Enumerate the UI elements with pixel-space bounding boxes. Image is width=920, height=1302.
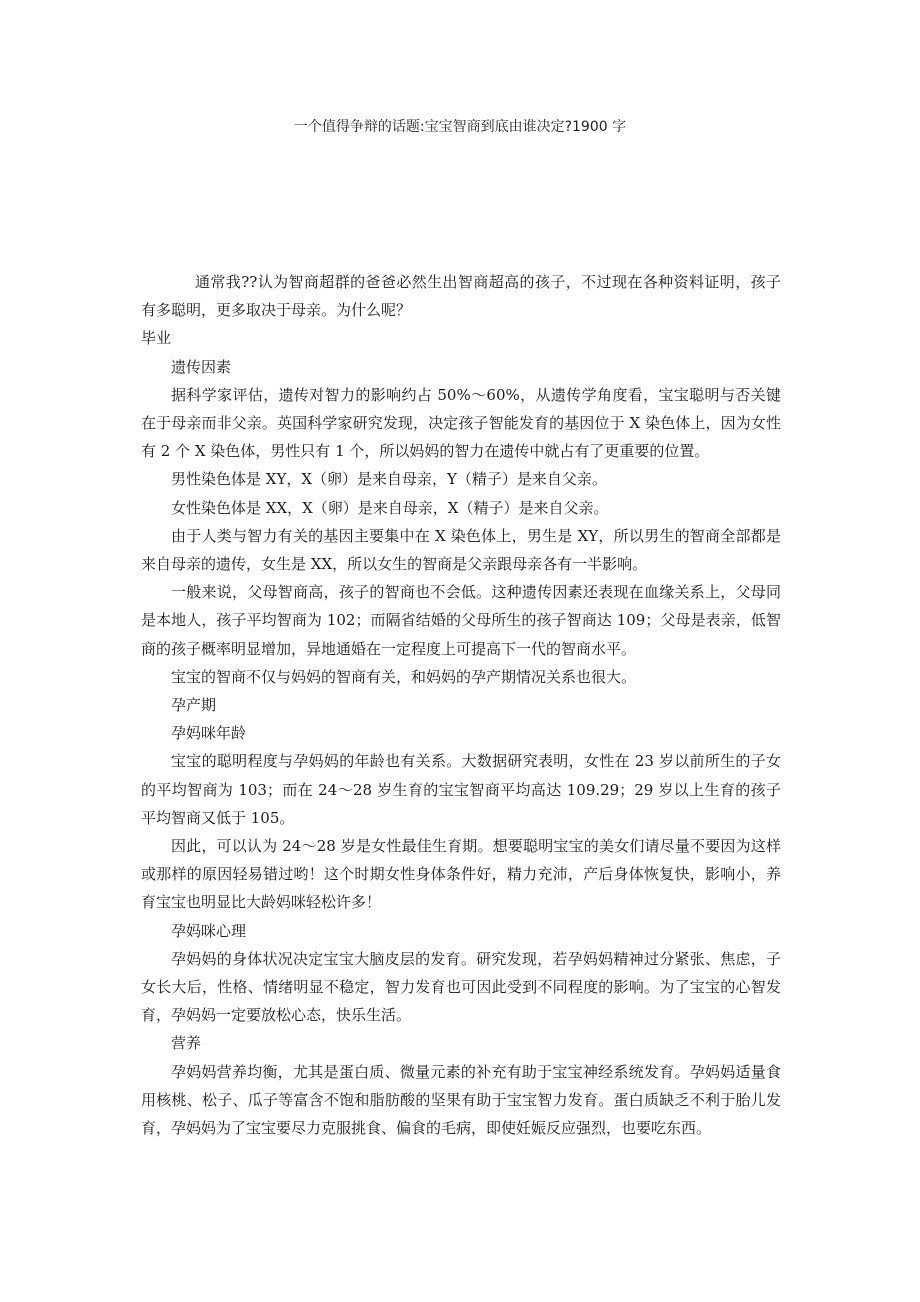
heading-genetic-factors: 遗传因素 xyxy=(171,357,232,376)
paragraph-x-chromosome-genes: 由于人类与智力有关的基因主要集中在 X 染色体上，男生是 XY，所以男生的智商全部都是来自母亲的遗传，女生是 XX，所以女生的智商是父亲跟母亲各有一半影响。 xyxy=(141,526,781,574)
paragraph-parental-iq: 一般来说，父母智商高，孩子的智商也不会低。这种遗传因素还表现在血缘关系上，父母同是本地人，孩子平均智商为 102；而隔省结婚的父母所生的孩子智商达 109；父母是表亲，低智商的孩子概率明显增加，异地通婚在一定程度上可提高下一代的智商水平。 xyxy=(141,583,781,658)
paragraph-genetics-estimate: 据科学家评估，遗传对智力的影响约占 50%～60%，从遗传学角度看，宝宝聪明与否关键在于母亲而非父亲。英国科学家研究发现，决定孩子智能发育的基因位于 X 染色体上，因为女性有 2 个 X 染色体，男性只有 1 个，所以妈妈的智力在遗传中就占有了更重要的位置。 xyxy=(141,385,781,461)
paragraph-psychology: 孕妈妈的身体状况决定宝宝大脑皮层的发育。研究发现，若孕妈妈精神过分紧张、焦虑，子女长大后，性格、情绪明显不稳定，智力发育也可因此受到不同程度的影响。为了宝宝的心智发育，孕妈妈一定要放松心态，快乐生活。 xyxy=(141,949,781,1025)
paragraph-male-chromosome: 男性染色体是 XY，X（卵）是来自母亲，Y（精子）是来自父亲。 xyxy=(171,470,607,489)
paragraph-age-data: 宝宝的聪明程度与孕妈妈的年龄也有关系。大数据研究表明，女性在 23 岁以前所生的子女的平均智商为 103；而在 24～28 岁生育的宝宝智商平均高达 109.29；29 岁以上生育的孩子平均智商又低于 105。 xyxy=(141,752,781,827)
paragraph-pregnancy-relation: 宝宝的智商不仅与妈妈的智商有关，和妈妈的孕产期情况关系也很大。 xyxy=(171,667,637,686)
heading-mother-psychology: 孕妈咪心理 xyxy=(171,921,247,940)
document-title: 一个值得争辩的话题:宝宝智商到底由谁决定?1900 字 xyxy=(293,119,627,135)
heading-pregnancy-period: 孕产期 xyxy=(171,696,217,715)
paragraph-nutrition: 孕妈妈营养均衡，尤其是蛋白质、微量元素的补充有助于宝宝神经系统发育。孕妈妈适量食用核桃、松子、瓜子等富含不饱和脂肪酸的坚果有助于宝宝智力发育。蛋白质缺乏不利于胎儿发育，孕妈妈为了宝宝要尽力克服挑食、偏食的毛病，即使妊娠反应强烈，也要吃东西。 xyxy=(141,1062,781,1138)
paragraph-best-age: 因此，可以认为 24～28 岁是女性最佳生育期。想要聪明宝宝的美女们请尽量不要因为这样或那样的原因轻易错过哟！这个时期女性身体条件好，精力充沛，产后身体恢复快，影响小，养育宝宝也明显比大龄妈咪轻松许多！ xyxy=(141,837,781,912)
section-label-graduation: 毕业 xyxy=(141,329,172,348)
intro-paragraph: 通常我??认为智商超群的爸爸必然生出智商超高的孩子，不过现在各种资料证明，孩子有多聪明，更多取决于母亲。为什么呢？ xyxy=(141,273,781,320)
heading-mother-age: 孕妈咪年龄 xyxy=(171,724,247,743)
heading-nutrition: 营养 xyxy=(171,1034,202,1053)
document-body xyxy=(141,268,781,1142)
paragraph-female-chromosome: 女性染色体是 XX，X（卵）是来自母亲，X（精子）是来自父亲。 xyxy=(171,498,609,517)
